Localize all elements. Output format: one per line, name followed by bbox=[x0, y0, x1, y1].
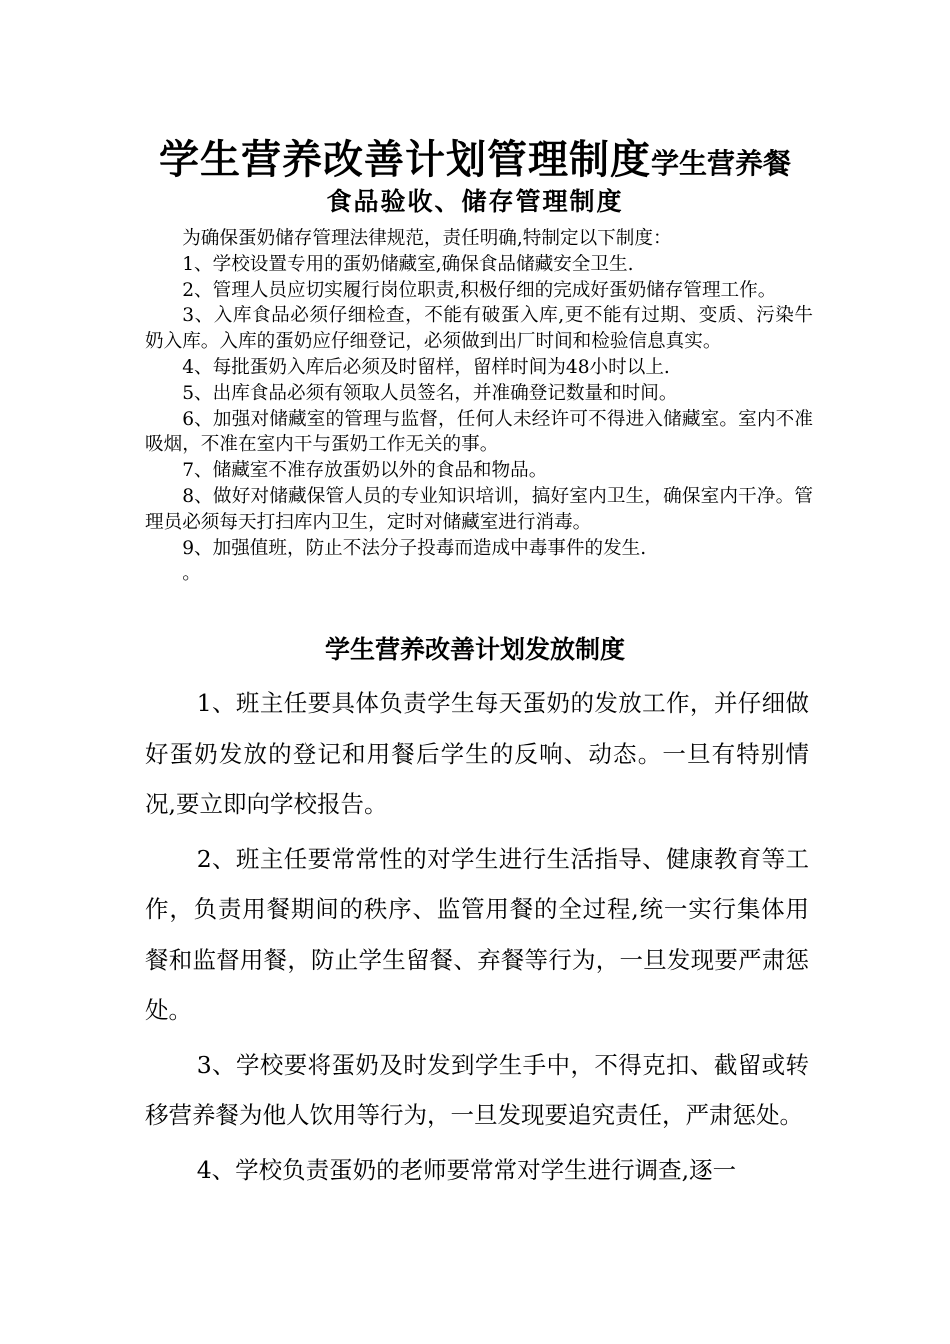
section2-paragraph: 2、班主任要常常性的对学生进行生活指导、健康教育等工作，负责用餐期间的秩序、监管用餐的全过程,统一实行集体用餐和监督用餐，防止学生留餐、弃餐等行为，一旦发现要严肃惩处。 bbox=[145, 844, 809, 1024]
section2-paragraph: 1、班主任要具体负责学生每天蛋奶的发放工作，并仔细做好蛋奶发放的登记和用餐后学生的反响、动态。一旦有特别情况,要立即向学校报告。 bbox=[145, 689, 809, 818]
section1-paragraph: 9、加强值班，防止不法分子投毒而造成中毒事件的发生. bbox=[182, 537, 647, 559]
section1-paragraph: 2、管理人员应切实履行岗位职责,积极仔细的完成好蛋奶储存管理工作。 bbox=[182, 279, 777, 301]
section1-paragraph: 7、储藏室不准存放蛋奶以外的食品和物品。 bbox=[182, 460, 548, 482]
section1-paragraph: 8、做好对储藏保管人员的专业知识培训，搞好室内卫生，确保室内干净。管理员必须每天打扫库内卫生，定时对储藏室进行消毒。 bbox=[145, 485, 813, 533]
title-main: 学生营养改善计划管理制度 bbox=[158, 137, 651, 183]
document-title bbox=[0, 128, 950, 185]
section1-paragraph: 4、每批蛋奶入库后必须及时留样，留样时间为48小时以上. bbox=[182, 356, 670, 378]
section2-paragraph: 3、学校要将蛋奶及时发到学生手中，不得克扣、截留或转移营养餐为他人饮用等行为，一旦发现要追究责任，严肃惩处。 bbox=[145, 1050, 809, 1129]
title-tail: 学生营养餐 bbox=[650, 147, 791, 180]
section1-paragraph: 5、出库食品必须有领取人员签名，并准确登记数量和时间。 bbox=[182, 382, 678, 404]
section1-paragraph: 为确保蛋奶储存管理法律规范，责任明确,特制定以下制度： bbox=[182, 228, 672, 249]
section1-heading: 食品验收、储存管理制度 bbox=[326, 187, 624, 216]
section2-heading: 学生营养改善计划发放制度 bbox=[324, 635, 625, 664]
section1-paragraph: 。 bbox=[182, 563, 201, 585]
section1-paragraph: 6、加强对储藏室的管理与监督，任何人未经许可不得进入储藏室。室内不准吸烟，不准在室内干与蛋奶工作无关的事。 bbox=[145, 408, 813, 456]
section1-body bbox=[145, 226, 813, 587]
section1-paragraph: 1、学校设置专用的蛋奶储藏室,确保食品储藏安全卫生. bbox=[182, 253, 634, 275]
section2-body bbox=[145, 678, 809, 1199]
section1-paragraph: 3、入库食品必须仔细检查，不能有破蛋入库,更不能有过期、变质、污染牛奶入库。入库的蛋奶应仔细登记，必须做到出厂时间和检验信息真实。 bbox=[145, 305, 813, 353]
section2-paragraph: 4、学校负责蛋奶的老师要常常对学生进行调查,逐一 bbox=[196, 1155, 737, 1184]
